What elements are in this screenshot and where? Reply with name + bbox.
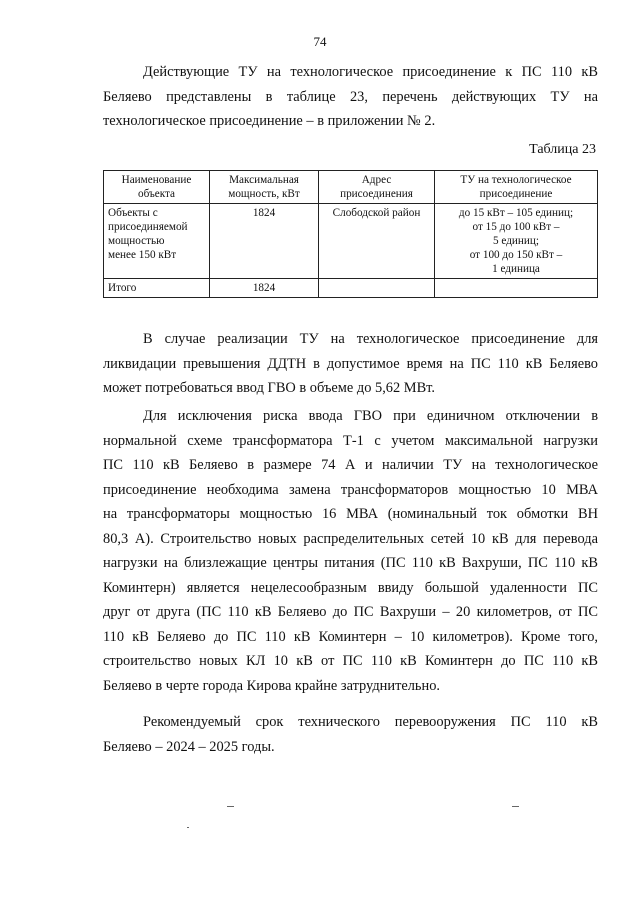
- scan-mark: [512, 806, 519, 807]
- cell-power: 1824: [210, 279, 319, 298]
- text-line: может потребоваться ввод ГВО в объеме до 5,62 МВт.: [103, 380, 435, 396]
- cell-object: Объекты с присоединяемой мощностью менее 150 кВт: [104, 204, 210, 279]
- table-header-row: [104, 171, 598, 204]
- header-object: Наименование объекта: [104, 171, 210, 204]
- text-line: Беляево в черте города Кирова крайне затруднительно.: [103, 677, 440, 694]
- header-address: Адрес присоединения: [319, 171, 435, 204]
- cell-address: Слободской район: [319, 204, 435, 279]
- text-line: Беляево представлены в таблице 23, перечень действующих ТУ на: [103, 88, 598, 105]
- text-line: В случае реализации ТУ на технологическое присоединение для: [143, 331, 598, 347]
- table-caption: Таблица 23: [529, 142, 596, 157]
- paragraph-2: [103, 327, 598, 401]
- text-line: ликвидации превышения ДДТН в допустимое время на ПС 110 кВ Беляево: [103, 355, 598, 372]
- cell-tu: до 15 кВт – 105 единиц; от 15 до 100 кВт – 5 единиц; от 100 до 150 кВт – 1 единица: [435, 204, 598, 279]
- text-line: технологическое присоединение – в приложении № 2.: [103, 113, 436, 129]
- text-line: Коминтерн) является нецелесообразным ввиду большой удаленности ПС: [103, 579, 598, 596]
- text-line: присоединение необходима замена трансформаторов мощностью 10 МВА: [103, 481, 598, 498]
- table-row: [104, 204, 598, 279]
- scan-mark: [227, 806, 234, 807]
- text-line: строительство новых КЛ 10 кВ от ПС 110 кВ Коминтерн до ПС 110 кВ: [103, 653, 598, 669]
- intro-paragraph: [103, 60, 598, 134]
- text-line: нормальной схеме трансформатора Т-1 с учетом максимальной нагрузки: [103, 432, 598, 449]
- text-line: Действующие ТУ на технологическое присоединение к ПС 110 кВ: [143, 64, 598, 80]
- text-line: нагрузки на близлежащие центры питания (ПС 110 кВ Вахруши, ПС 110 кВ: [103, 555, 598, 571]
- text-line: 110 кВ Беляево до ПС 110 кВ Коминтерн – 10 километров). Кроме того,: [103, 628, 598, 645]
- page-number: 74: [313, 34, 327, 49]
- tu-table: [103, 170, 598, 298]
- text-line: друг от друга (ПС 110 кВ Беляево до ПС Вахруши – 20 километров, от ПС: [103, 604, 598, 620]
- text-line: Для исключения риска ввода ГВО при единичном отключении в: [143, 408, 598, 424]
- text-line: на трансформаторы мощностью 16 МВА (номинальный ток обмотки ВН: [103, 506, 598, 522]
- scan-mark: [187, 827, 189, 828]
- text-line: Рекомендуемый срок технического перевооружения ПС 110 кВ: [143, 714, 598, 730]
- header-power: Максимальная мощность, кВт: [210, 171, 319, 204]
- text-line: ПС 110 кВ Беляево в размере 74 А и наличии ТУ на технологическое: [103, 457, 598, 473]
- table-row-total: [104, 279, 598, 298]
- header-tu: ТУ на технологическое присоединение: [435, 171, 598, 204]
- paragraph-3: [103, 404, 598, 698]
- cell-object: Итого: [104, 279, 210, 298]
- text-line: Беляево – 2024 – 2025 годы.: [103, 738, 275, 755]
- cell-tu: [435, 279, 598, 298]
- cell-power: 1824: [210, 204, 319, 279]
- text-line: 80,3 А). Строительство новых распределительных сетей 10 кВ для перевода: [103, 530, 598, 547]
- paragraph-4: [103, 710, 598, 759]
- cell-address: [319, 279, 435, 298]
